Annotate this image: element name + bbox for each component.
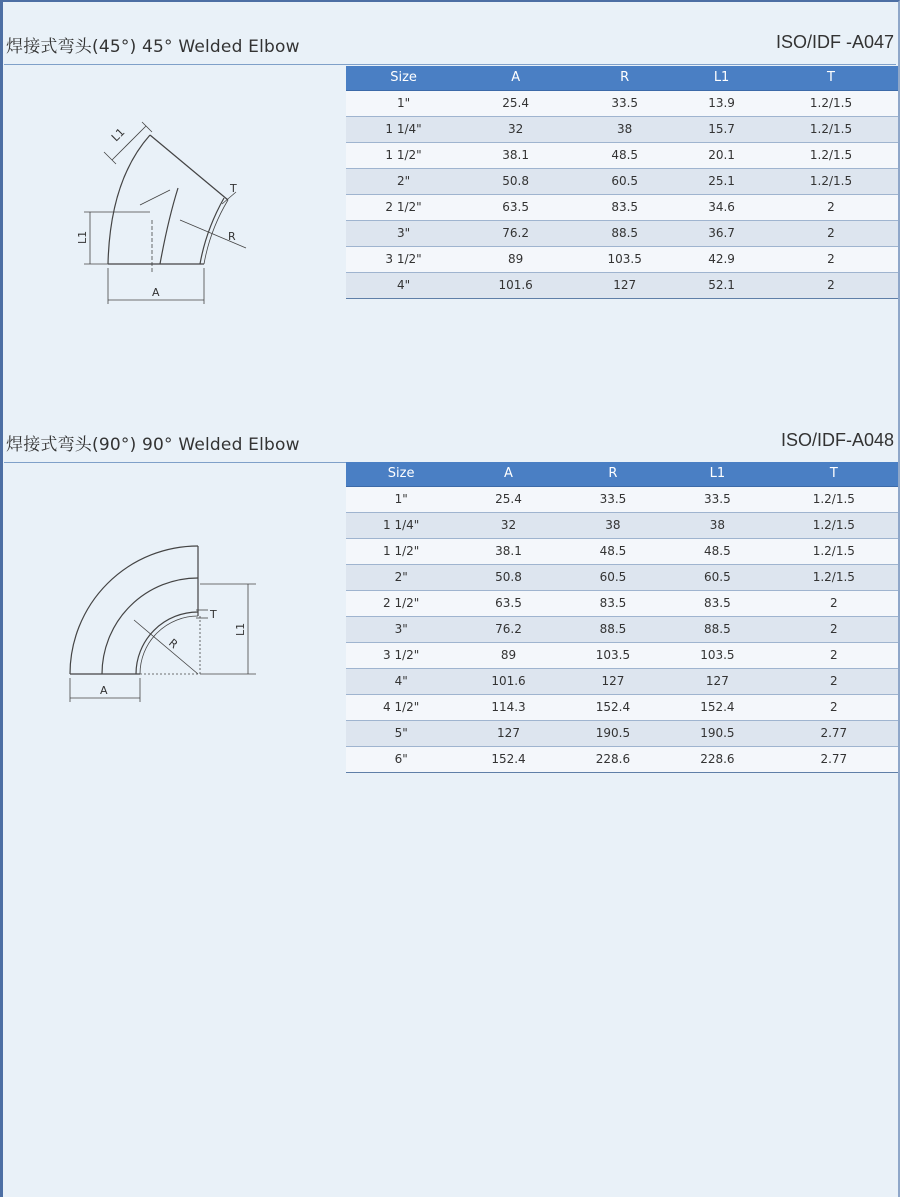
table-cell: 25.4 (456, 486, 560, 512)
table-cell: 83.5 (665, 590, 769, 616)
table-cell: 2 (770, 616, 898, 642)
table-cell: 76.2 (461, 220, 570, 246)
table-cell: 6" (346, 746, 456, 772)
table-cell: 127 (561, 668, 665, 694)
table-cell: 101.6 (456, 668, 560, 694)
table-row (346, 90, 898, 116)
label-t: T (210, 608, 217, 621)
table-cell: 1 1/4" (346, 116, 461, 142)
table-cell: 2 1/2" (346, 590, 456, 616)
table-cell: 63.5 (456, 590, 560, 616)
table-cell: 89 (456, 642, 560, 668)
table-cell: 2 (764, 246, 898, 272)
section-code: ISO/IDF-A048 (780, 430, 894, 450)
table-cell: 1 1/4" (346, 512, 456, 538)
section-title: 焊接式弯头(45°) 45° Welded Elbow (6, 37, 300, 57)
header-l1: L1 (679, 66, 764, 90)
label-l1-top: L1 (108, 125, 128, 145)
table-cell: 89 (461, 246, 570, 272)
table-row (346, 642, 898, 668)
section-code: ISO/IDF -A047 (775, 32, 894, 52)
table-header-row (346, 462, 898, 486)
label-r: R (166, 636, 181, 652)
table-cell: 127 (456, 720, 560, 746)
table-row (346, 168, 898, 194)
table-cell: 3 1/2" (346, 642, 456, 668)
header-a: A (456, 462, 560, 486)
table-cell: 1.2/1.5 (770, 512, 898, 538)
table-cell: 228.6 (665, 746, 769, 772)
label-r: R (228, 230, 236, 243)
table-row (346, 486, 898, 512)
section-divider (4, 64, 896, 65)
elbow-90-diagram (0, 498, 340, 758)
table-cell: 1 1/2" (346, 142, 461, 168)
table-cell: 190.5 (561, 720, 665, 746)
table-cell: 2 1/2" (346, 194, 461, 220)
table-cell: 190.5 (665, 720, 769, 746)
table-cell: 60.5 (561, 564, 665, 590)
table-cell: 33.5 (570, 90, 679, 116)
table-row (346, 246, 898, 272)
table-cell: 1.2/1.5 (770, 564, 898, 590)
table-cell: 1.2/1.5 (770, 486, 898, 512)
table-cell: 25.4 (461, 90, 570, 116)
table-cell: 1.2/1.5 (764, 168, 898, 194)
table-cell: 38.1 (461, 142, 570, 168)
table-cell: 4 1/2" (346, 694, 456, 720)
label-t: T (230, 182, 237, 195)
table-cell: 33.5 (665, 486, 769, 512)
table-cell: 2.77 (770, 746, 898, 772)
table-cell: 33.5 (561, 486, 665, 512)
table-cell: 50.8 (461, 168, 570, 194)
table-row (346, 694, 898, 720)
table-cell: 1.2/1.5 (764, 142, 898, 168)
table-cell: 32 (461, 116, 570, 142)
table-cell: 1.2/1.5 (770, 538, 898, 564)
table-cell: 15.7 (679, 116, 764, 142)
table-cell: 3 1/2" (346, 246, 461, 272)
table-row (346, 116, 898, 142)
table-cell: 1.2/1.5 (764, 90, 898, 116)
label-a: A (152, 286, 160, 299)
table-cell: 1.2/1.5 (764, 116, 898, 142)
table-cell: 48.5 (561, 538, 665, 564)
table-row (346, 220, 898, 246)
table-cell: 4" (346, 272, 461, 298)
table-cell: 88.5 (665, 616, 769, 642)
table-cell: 152.4 (456, 746, 560, 772)
header-size: Size (346, 462, 456, 486)
table-row (346, 746, 898, 772)
table-cell: 103.5 (570, 246, 679, 272)
table-cell: 38 (570, 116, 679, 142)
table-cell: 88.5 (561, 616, 665, 642)
section-title: 焊接式弯头(90°) 90° Welded Elbow (6, 435, 300, 455)
header-t: T (764, 66, 898, 90)
label-a: A (100, 684, 108, 697)
table-row (346, 616, 898, 642)
table-row (346, 194, 898, 220)
table-cell: 36.7 (679, 220, 764, 246)
table-header-row (346, 66, 898, 90)
label-l1: L1 (234, 622, 247, 636)
table-row (346, 720, 898, 746)
table-cell: 1 1/2" (346, 538, 456, 564)
table-cell: 5" (346, 720, 456, 746)
table-cell: 2 (764, 194, 898, 220)
table-row (346, 142, 898, 168)
table-row (346, 512, 898, 538)
table-cell: 2" (346, 564, 456, 590)
table-cell: 2 (770, 694, 898, 720)
table-cell: 25.1 (679, 168, 764, 194)
table-cell: 2 (764, 220, 898, 246)
header-t: T (770, 462, 898, 486)
table-row (346, 272, 898, 298)
table-row (346, 564, 898, 590)
table-cell: 1" (346, 486, 456, 512)
table-cell: 1" (346, 90, 461, 116)
table-row (346, 590, 898, 616)
header-a: A (461, 66, 570, 90)
table-cell: 34.6 (679, 194, 764, 220)
table-cell: 42.9 (679, 246, 764, 272)
table-cell: 50.8 (456, 564, 560, 590)
table-cell: 152.4 (665, 694, 769, 720)
table-cell: 60.5 (665, 564, 769, 590)
table-cell: 2 (764, 272, 898, 298)
spec-table-90 (346, 462, 898, 773)
table-cell: 4" (346, 668, 456, 694)
table-cell: 63.5 (461, 194, 570, 220)
table-cell: 2 (770, 590, 898, 616)
table-cell: 101.6 (461, 272, 570, 298)
table-cell: 2.77 (770, 720, 898, 746)
table-cell: 76.2 (456, 616, 560, 642)
table-cell: 103.5 (561, 642, 665, 668)
spec-table-45 (346, 66, 898, 299)
table-cell: 3" (346, 616, 456, 642)
table-cell: 127 (570, 272, 679, 298)
label-l1-side: L1 (76, 230, 89, 244)
elbow-45-diagram (0, 80, 340, 330)
table-cell: 228.6 (561, 746, 665, 772)
table-cell: 13.9 (679, 90, 764, 116)
table-row (346, 538, 898, 564)
table-cell: 38.1 (456, 538, 560, 564)
table-cell: 20.1 (679, 142, 764, 168)
table-cell: 83.5 (570, 194, 679, 220)
table-cell: 114.3 (456, 694, 560, 720)
table-cell: 152.4 (561, 694, 665, 720)
table-cell: 60.5 (570, 168, 679, 194)
table-cell: 83.5 (561, 590, 665, 616)
table-cell: 52.1 (679, 272, 764, 298)
table-cell: 48.5 (570, 142, 679, 168)
table-cell: 2" (346, 168, 461, 194)
table-cell: 127 (665, 668, 769, 694)
header-l1: L1 (665, 462, 769, 486)
table-cell: 38 (665, 512, 769, 538)
table-cell: 2 (770, 642, 898, 668)
table-cell: 88.5 (570, 220, 679, 246)
table-cell: 103.5 (665, 642, 769, 668)
header-r: R (561, 462, 665, 486)
table-cell: 32 (456, 512, 560, 538)
table-cell: 48.5 (665, 538, 769, 564)
table-cell: 3" (346, 220, 461, 246)
table-cell: 38 (561, 512, 665, 538)
table-cell: 2 (770, 668, 898, 694)
header-r: R (570, 66, 679, 90)
header-size: Size (346, 66, 461, 90)
table-row (346, 668, 898, 694)
